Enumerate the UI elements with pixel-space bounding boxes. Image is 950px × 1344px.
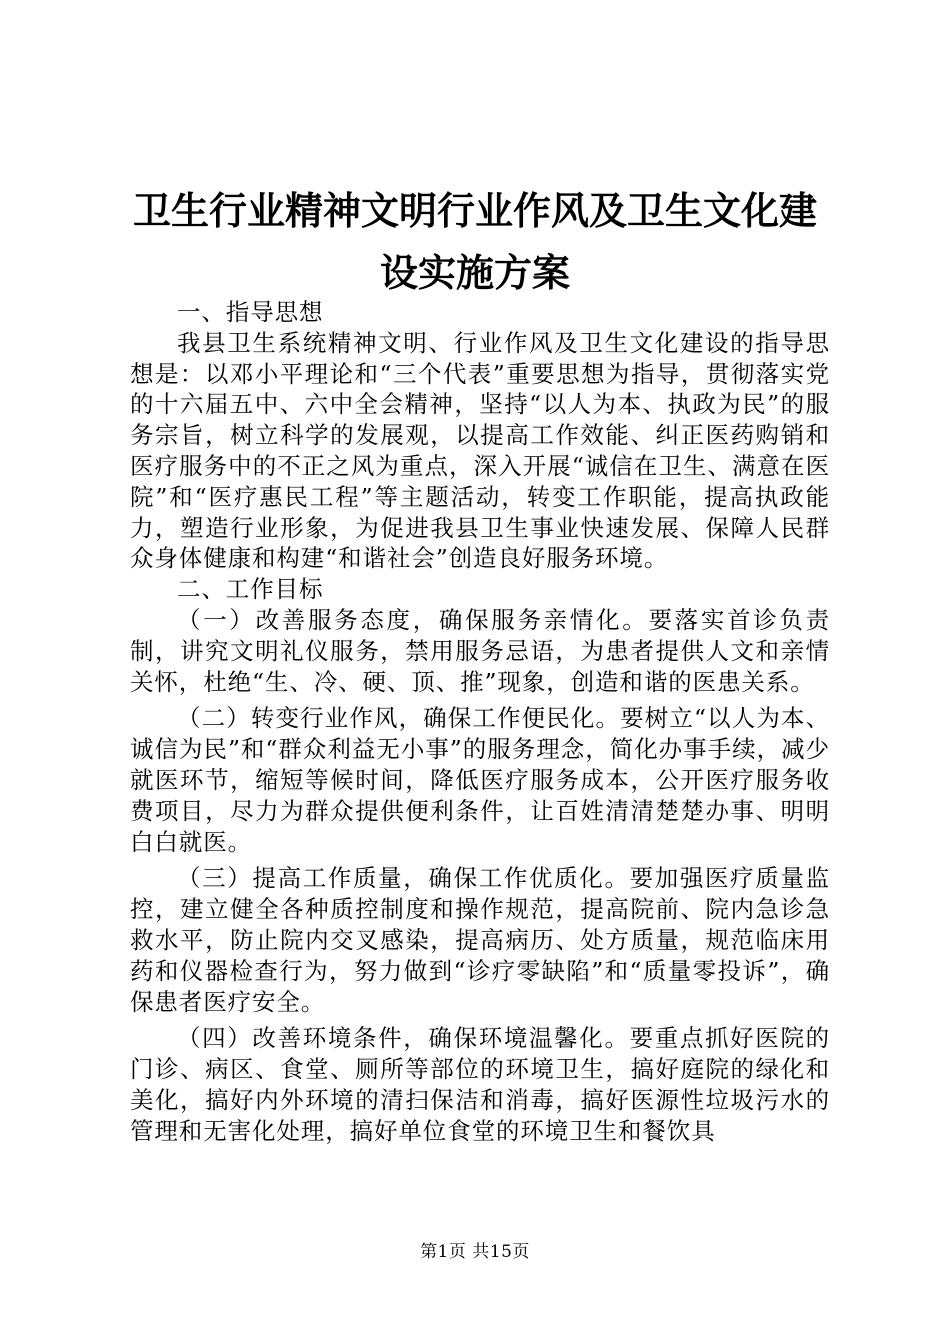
section-heading: 二、工作目标 [177, 575, 324, 604]
document-title: 卫生行业精神文明行业作风及卫生文化建设实施方案 [132, 189, 817, 295]
document-body [130, 297, 830, 1147]
body-paragraph: （三）提高工作质量，确保工作优质化。要加强医疗质量监控，建立健全各种质控制度和操作规范，提高院前、院内急诊急救水平，防止院内交叉感染，提高病历、处方质量，规范临床用药和仪器检查行为，努力做到“诊疗零缺陷”和“质量零投诉”，确保患者医疗安全。 [130, 864, 830, 1016]
page-footer: 第1页 共15页 [420, 1242, 530, 1262]
body-paragraph: （二）转变行业作风，确保工作便民化。要树立“以人为本、诚信为民”和“群众利益无小事”的服务理念，简化办事手续，减少就医环节，缩短等候时间，降低医疗服务成本，公开医疗服务收费项目，尽力为群众提供便利条件，让百姓清清楚楚办事、明明白白就医。 [130, 704, 830, 856]
body-paragraph: 我县卫生系统精神文明、行业作风及卫生文化建设的指导思想是：以邓小平理论和“三个代表”重要思想为指导，贯彻落实党的十六届五中、六中全会精神，坚持“以人为本、执政为民”的服务宗旨，树立科学的发展观，以提高工作效能、纠正医药购销和医疗服务中的不正之风为重点，深入开展“诚信在卫生、满意在医院”和“医疗惠民工程”等主题活动，转变工作职能，提高执政能力，塑造行业形象，为促进我县卫生事业快速发展、保障人民群众身体健康和构建“和谐社会”创造良好服务环境。 [130, 328, 830, 573]
body-paragraph: （一）改善服务态度，确保服务亲情化。要落实首诊负责制，讲究文明礼仪服务，禁用服务忌语，为患者提供人文和亲情关怀，杜绝“生、冷、硬、顶、推”现象，创造和谐的医患关系。 [130, 605, 830, 696]
section-heading: 一、指导思想 [177, 298, 324, 326]
body-paragraph: （四）改善环境条件，确保环境温馨化。要重点抓好医院的门诊、病区、食堂、厕所等部位的环境卫生，搞好庭院的绿化和美化，搞好内外环境的清扫保洁和消毒，搞好医源性垃圾污水的管理和无害化处理，搞好单位食堂的环境卫生和餐饮具 [130, 1024, 830, 1145]
